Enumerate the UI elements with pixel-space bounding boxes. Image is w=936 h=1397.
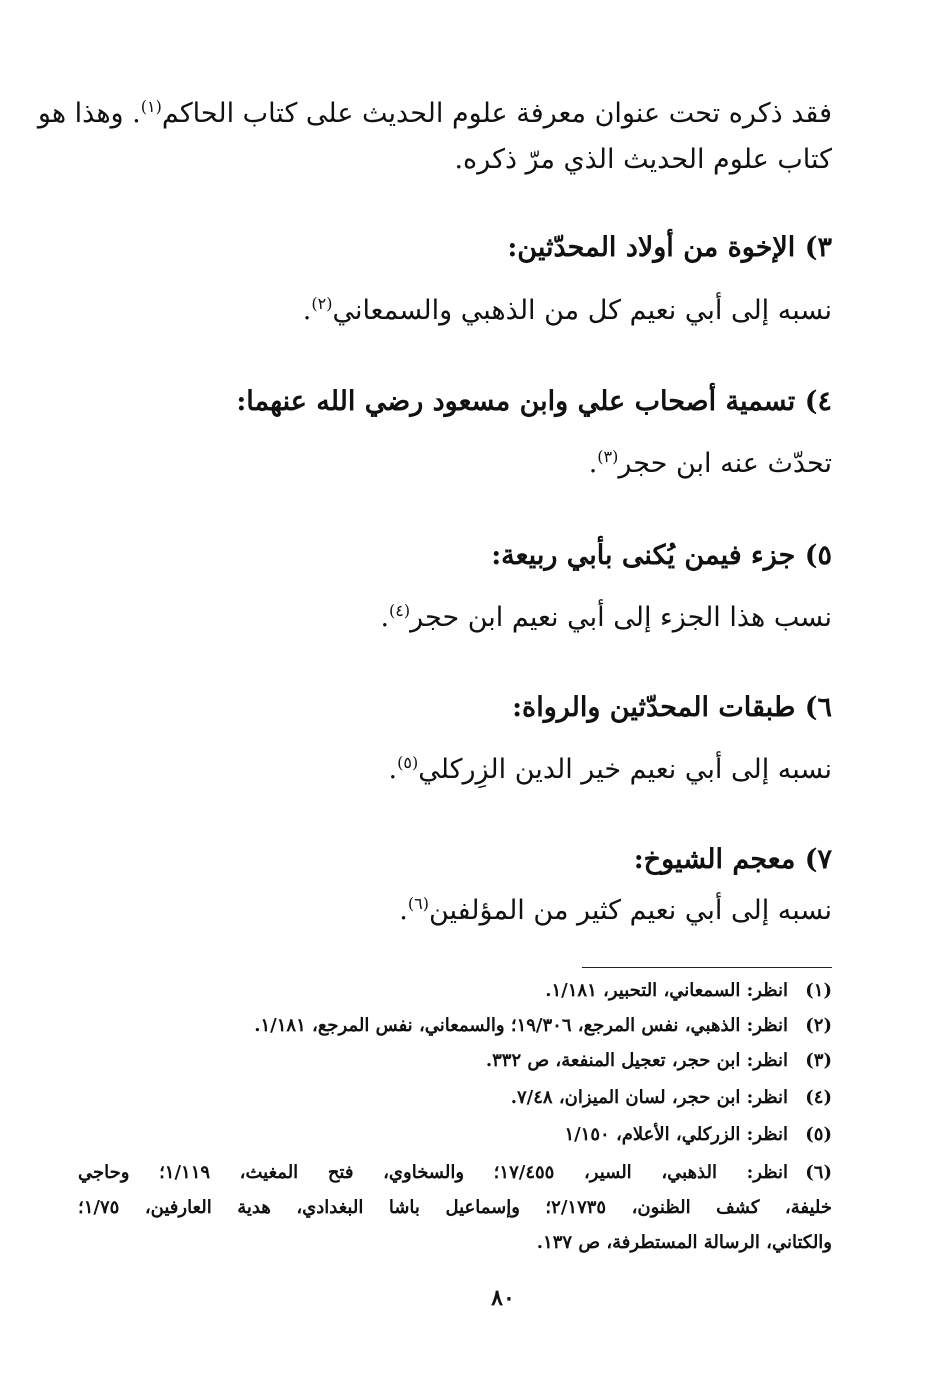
section-heading-5: ٥) جزء فيمن يُكنى بأبي ربيعة: xyxy=(491,540,832,571)
section-heading-4: ٤) تسمية أصحاب علي وابن مسعود رضي الله عنهما: xyxy=(236,386,832,417)
section-text-7 xyxy=(88,893,832,929)
footnote-text: انظر: الزركلي، الأعلام، ١/١٥٠ xyxy=(564,1124,788,1145)
footnote-text: انظر: الذهبي، السير، ١٧/٤٥٥؛ والسخاوي، فتح المغيث، ١/١١٩؛ وحاجي xyxy=(78,1162,788,1183)
section-text-5 xyxy=(88,600,832,636)
footnote-ref-6[interactable]: (٦) xyxy=(407,894,429,913)
footnote-text: انظر: السمعاني، التحبير، ١/١٨١. xyxy=(545,980,788,1001)
footnote-ref-4[interactable]: (٤) xyxy=(389,601,411,620)
section-body: نسبه إلى أبي نعيم كل من الذهبي والسمعاني xyxy=(332,295,832,326)
footnote-text: انظر: الذهبي، نفس المرجع، ١٩/٣٠٦؛ والسمعاني، نفس المرجع، ١/١٨١. xyxy=(254,1015,788,1036)
footnote-number: (١) xyxy=(805,980,832,1001)
footnote-number: (٦) xyxy=(805,1162,832,1183)
intro-line-1 xyxy=(37,96,832,132)
section-heading-3: ٣) الإخوة من أولاد المحدّثين: xyxy=(507,232,832,263)
section-body: تحدّث عنه ابن حجر xyxy=(618,448,832,479)
sentence-end: . xyxy=(388,754,398,785)
footnote-number: (٥) xyxy=(805,1124,832,1145)
section-heading-7: ٧) معجم الشيوخ: xyxy=(633,844,832,875)
section-text-6 xyxy=(88,752,832,788)
section-text-4 xyxy=(88,446,832,482)
intro-text-tail: . وهذا هو xyxy=(37,98,141,129)
sentence-end: . xyxy=(302,295,312,326)
footnote-text: انظر: ابن حجر، لسان الميزان، ٧/٤٨. xyxy=(510,1087,788,1108)
footnote-ref-5[interactable]: (٥) xyxy=(397,753,419,772)
page-number: ٨٠ xyxy=(491,1285,515,1311)
footnote-number: (٢) xyxy=(805,1015,832,1036)
footnote-ref-1[interactable]: (١) xyxy=(140,97,162,116)
sentence-end: . xyxy=(380,602,390,633)
sentence-end: . xyxy=(588,448,598,479)
footnote-number: (٤) xyxy=(805,1087,832,1108)
footnote-text: انظر: ابن حجر، تعجيل المنفعة، ص ٣٣٢. xyxy=(485,1050,788,1071)
footnote-ref-3[interactable]: (٣) xyxy=(597,447,619,466)
section-body: نسب هذا الجزء إلى أبي نعيم ابن حجر xyxy=(410,602,832,633)
section-heading-6: ٦) طبقات المحدّثين والرواة: xyxy=(512,692,832,723)
book-page xyxy=(37,0,832,1397)
section-text-3 xyxy=(88,293,832,329)
intro-text: فقد ذكره تحت عنوان معرفة علوم الحديث على كتاب الحاكم xyxy=(161,98,832,129)
footnote-number: (٣) xyxy=(805,1050,832,1071)
footnote-ref-2[interactable]: (٢) xyxy=(311,294,333,313)
sentence-end: . xyxy=(399,895,408,926)
intro-line-2: كتاب علوم الحديث الذي مرّ ذكره. xyxy=(454,144,832,175)
footnote-text: خليفة، كشف الظنون، ٢/١٧٣٥؛ وإسماعيل باشا البغدادي، هدية العارفين، ١/٧٥؛ xyxy=(78,1197,832,1218)
section-body: نسبه إلى أبي نعيم خير الدين الزِركلي xyxy=(418,754,832,785)
footnote-separator xyxy=(582,967,832,968)
footnote-text: والكتاني، الرسالة المستطرفة، ص ١٣٧. xyxy=(536,1232,832,1253)
section-body: نسبه إلى أبي نعيم كثير من المؤلفين xyxy=(428,895,832,926)
